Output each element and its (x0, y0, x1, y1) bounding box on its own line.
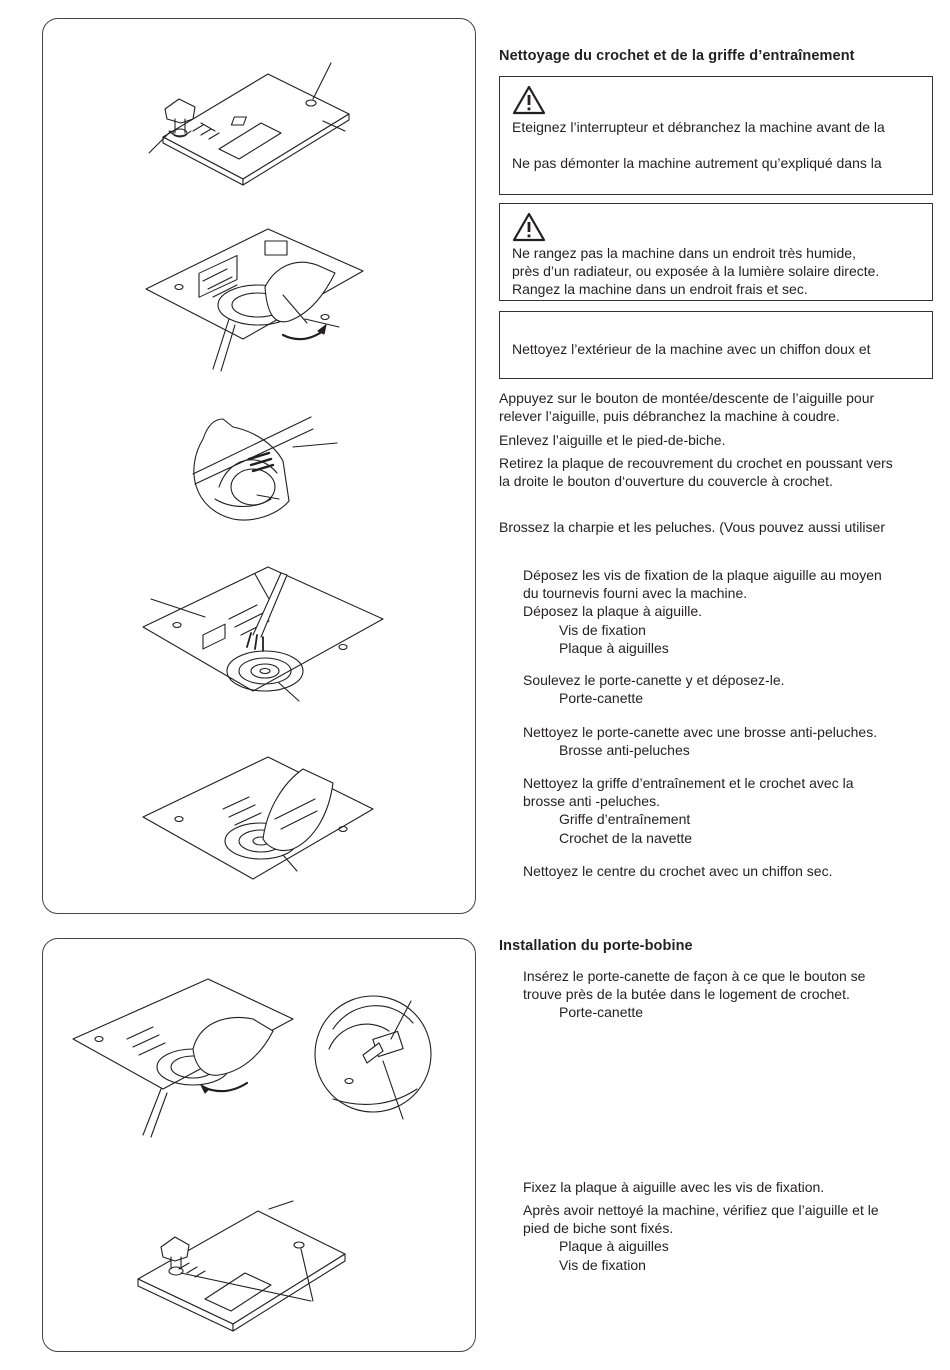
caution1-line-1: Eteignez l’interrupteur et débranchez la machine avant de la (512, 119, 885, 135)
step-line: Déposez les vis de fixation de la plaque aiguille au moyen (523, 567, 882, 583)
paragraph-remove-needle (499, 431, 725, 449)
paragraph-line: Retirez la plaque de recouvrement du crochet en poussant vers (499, 455, 893, 471)
caution-box-storage (499, 203, 933, 301)
note-line-1: Nettoyez l’extérieur de la machine avec un chiffon doux et (512, 341, 871, 357)
figure-cloth-clean-hook (143, 757, 373, 879)
caution1-line-2: Ne pas démonter la machine autrement qu’expliqué dans la (512, 155, 882, 171)
warning-triangle-icon (512, 212, 546, 242)
step-verify-needle-foot (523, 1201, 879, 1274)
warning-triangle-icon (512, 85, 546, 115)
part-label: Plaque à aiguilles (559, 1238, 669, 1255)
figure-brush-feed-dogs (143, 567, 383, 701)
step-line: Déposez la plaque à aiguille. (523, 603, 703, 620)
section-title-cleaning: Nettoyage du crochet et de la griffe d’entraînement (499, 48, 855, 64)
figure-needle-plate-screwdriver (149, 63, 349, 185)
caution2-line-1: Ne rangez pas la machine dans un endroit très humide, (512, 245, 856, 261)
paragraph-line: relever l’aiguille, puis débranchez la machine à coudre. (499, 408, 840, 425)
paragraph-line: Appuyez sur le bouton de montée/descente de l’aiguille pour (499, 390, 875, 406)
paragraph-remove-cover (499, 454, 893, 490)
illustration-panel-cleaning (42, 18, 476, 914)
figure-bobbin-stop-detail (315, 996, 431, 1119)
step-clean-feed-dogs (523, 774, 853, 847)
step-lift-bobbin-holder (523, 671, 785, 707)
caution2-line-2: près d’un radiateur, ou exposée à la lumière solaire directe. (512, 263, 880, 279)
step-line: Nettoyez le centre du crochet avec un chiffon sec. (523, 863, 833, 879)
part-label: Brosse anti-peluches (559, 742, 690, 759)
paragraph-brush-lint (499, 518, 885, 536)
note-box-exterior (499, 311, 933, 379)
step-line: trouve près de la butée dans le logement de crochet. (523, 986, 850, 1003)
section-title-installation: Installation du porte-bobine (499, 938, 693, 954)
step-fix-needle-plate (523, 1178, 824, 1196)
paragraph-line: Brossez la charpie et les peluches. (Vous pouvez aussi utiliser (499, 519, 885, 535)
step-remove-needle-plate (523, 566, 882, 657)
figure-remove-bobbin-holder (146, 229, 363, 371)
step-line: brosse anti -peluches. (523, 793, 660, 810)
figure-insert-bobbin-holder (73, 979, 293, 1137)
paragraph-line: la droite le bouton d‘ouverture du couvercle à crochet. (499, 473, 833, 490)
step-clean-bobbin-holder (523, 723, 877, 759)
paragraph-line: Enlevez l’aiguille et le pied-de-biche. (499, 432, 726, 448)
figure-fix-needle-plate (138, 1201, 345, 1331)
step-clean-hook-center (523, 862, 832, 880)
caution-box-power (499, 76, 933, 195)
step-line: Soulevez le porte-canette y et déposez-le. (523, 672, 785, 688)
part-label: Crochet de la navette (559, 829, 693, 846)
step-line: Insérez le porte-canette de façon à ce que le bouton se (523, 968, 866, 984)
illustration-panel-install (42, 938, 476, 1352)
step-line: du tournevis fourni avec la machine. (523, 585, 748, 602)
paragraph-raise-needle (499, 389, 874, 425)
step-line: Nettoyez le porte-canette avec une brosse anti-peluches. (523, 724, 878, 740)
part-label: Plaque à aiguilles (559, 639, 669, 656)
caution2-line-3: Rangez la machine dans un endroit frais et sec. (512, 281, 808, 297)
step-insert-bobbin-holder (523, 967, 865, 1022)
part-label: Griffe d’entraînement (559, 811, 691, 828)
step-line: Après avoir nettoyé la machine, vérifiez que l’aiguille et le (523, 1202, 879, 1218)
part-label: Porte-canette (559, 690, 644, 707)
part-label: Porte-canette (559, 1004, 644, 1021)
step-line: Nettoyez la griffe d’entraînement et le crochet avec la (523, 775, 854, 791)
figure-clean-bobbin-holder (193, 417, 337, 520)
part-label: Vis de fixation (559, 621, 646, 638)
part-label: Vis de fixation (559, 1256, 646, 1273)
step-line: pied de biche sont fixés. (523, 1220, 674, 1237)
step-line: Fixez la plaque à aiguille avec les vis de fixation. (523, 1179, 825, 1195)
